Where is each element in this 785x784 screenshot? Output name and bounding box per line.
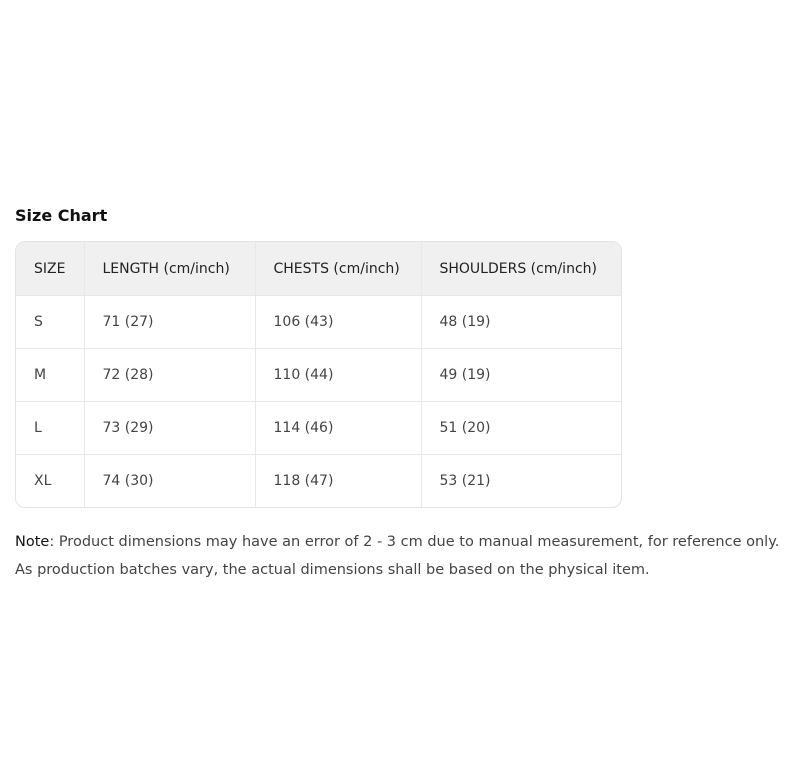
cell-shoulders: 48 (19): [421, 296, 621, 349]
column-header-length: LENGTH (cm/inch): [84, 242, 255, 296]
note-label: Note: [15, 534, 50, 550]
column-header-chests: CHESTS (cm/inch): [255, 242, 421, 296]
cell-length: 72 (28): [84, 349, 255, 402]
cell-shoulders: 53 (21): [439, 473, 491, 489]
cell-length: 74 (30): [84, 455, 255, 508]
table-row: [16, 402, 621, 455]
table-header-row: [16, 242, 621, 296]
cell-chests: 118 (47): [255, 455, 421, 508]
column-header-shoulders: SHOULDERS (cm/inch): [421, 242, 621, 296]
cell-size: S: [16, 296, 84, 349]
column-header-size: SIZE: [16, 242, 84, 296]
cell-chests: 110 (44): [255, 349, 421, 402]
cell-size: XL: [16, 455, 84, 508]
note-paragraph: [15, 528, 785, 584]
cell-chests: 106 (43): [255, 296, 421, 349]
note-text: : Product dimensions may have an error of 2 - 3 cm due to manual measurement, for reference only. As production batches vary, the actual dimensions shall be based on the physical item.: [15, 534, 780, 578]
cell-length: 71 (27): [84, 296, 255, 349]
cell-size: L: [16, 402, 84, 455]
table-row: [16, 296, 621, 349]
cell-size: M: [16, 349, 84, 402]
table-row: [16, 455, 621, 508]
size-chart-table: [15, 241, 622, 508]
table-row: [16, 349, 621, 402]
cell-length: 73 (29): [84, 402, 255, 455]
cell-chests: 114 (46): [255, 402, 421, 455]
page-title: Size Chart: [15, 206, 108, 225]
cell-shoulders: 51 (20): [421, 402, 621, 455]
cell-shoulders: 49 (19): [421, 349, 621, 402]
